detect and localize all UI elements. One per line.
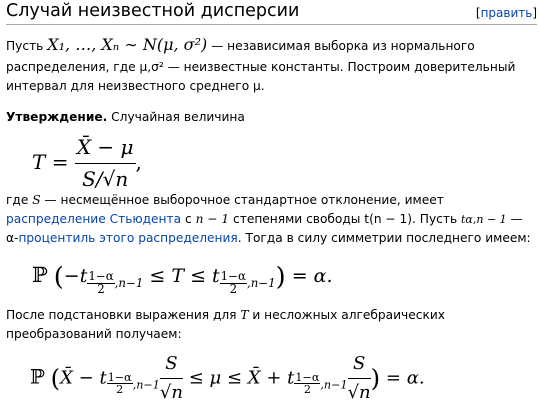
p2-S: S [32,193,41,207]
formula-P2-xbar2: X̄ [247,367,261,389]
edit-bracket-close: ] [532,6,537,20]
intro-text-a: Пусть [6,39,48,53]
formula-P2-frac1 [160,350,183,407]
formula-P2-le1: ≤ [188,367,204,389]
formula-P2-subfrac1-den: 2 [116,383,124,397]
claim-paragraph [6,108,534,127]
formula-P1-subfrac1-den: 2 [97,281,105,296]
formula-P2-frac2-num: S [348,350,371,379]
formula-P1-subfrac2-den: 2 [229,281,238,296]
formula-P2-prob: ℙ [30,365,45,389]
formula-P2-xbar1: X̄ [60,367,73,389]
student-paragraph [6,191,534,248]
formula-T-denominator: S/√n [82,167,129,191]
edit-bracket-open: [ [475,6,481,20]
formula-P2 [30,350,425,407]
formula-T-lhs: T [32,150,46,174]
student-distribution-link[interactable]: распределение Стьюдента [6,211,182,226]
formula-T-fraction [75,132,136,195]
edit-section [476,4,537,23]
p2-text-d: степенями свободы t(n − 1). Пусть [229,211,462,226]
formula-P1-t: t [212,264,220,287]
formula-P1-sub1: ,n−1 [114,276,144,291]
substitution-paragraph [6,306,534,344]
formula-P2-close: ) [370,363,381,393]
formula-P2-plus: + [266,367,282,389]
p3-T: T [240,308,249,322]
formula-P2-open: ( [50,363,61,393]
p2-text-c: с [181,211,196,226]
formula-P1-close: ) [275,262,286,292]
formula-T [32,132,142,195]
formula-P1-alpha: α. [313,264,333,287]
formula-P2-sub1: ,n−1 [132,378,160,392]
formula-P2-subfrac1 [107,372,133,395]
intro-text-b: — независимая выборка из нормального распределения, где μ,σ² — неизвестные константы. Построим доверительный интервал для неизвестного среднего μ. [6,39,516,93]
sample-formula: X₁, …, Xₙ ∼ N(μ, σ²) [47,35,208,54]
formula-T-comma: , [135,150,142,174]
formula-T-eq: = [51,150,69,174]
intro-paragraph [6,33,534,96]
formula-P1-eq: = [291,264,308,287]
formula-P2-frac1-den: √n [159,381,183,403]
formula-P1-T: T [171,264,185,287]
p3-text-b: и несложных алгебраических преобразований получаем: [6,308,445,341]
p2-text-b: — несмещённое выборочное стандартное отклонение, имеет [40,193,444,207]
formula-P1-subfrac2 [220,268,247,296]
formula-P1-subfrac2-num: 1−α [220,268,246,283]
formula-P1-subfrac1-num: 1−α [88,268,114,283]
formula-P2-mu: μ [209,367,222,389]
formula-P2-le2: ≤ [226,367,243,389]
formula-P1-le2: ≤ [190,264,206,287]
formula-P1-subfrac1 [87,268,114,296]
formula-P2-eq: = [385,367,401,389]
formula-P1 [32,258,333,298]
formula-P1-prob: ℙ [32,262,48,287]
formula-P2-subfrac2-den: 2 [303,383,311,397]
formula-P2-frac2 [348,350,371,407]
p2-t-alpha: tα,n − 1 [461,212,507,226]
claim-label: Утверждение. [6,110,108,124]
p2-n-minus-1: n − 1 [195,211,230,226]
percentile-link[interactable]: процентиль этого распределения [18,230,238,245]
section-title: Случай неизвестной дисперсии [6,1,300,21]
formula-P1-sub2: ,n−1 [246,276,276,291]
formula-P2-frac2-den: √n [347,381,371,403]
formula-P2-minus: − [78,367,94,389]
formula-P2-sub2: ,n−1 [320,378,348,392]
formula-T-numerator: X̄ − μ [75,132,136,164]
formula-P2-frac1-num: S [160,350,183,379]
formula-P1-minus-t: −t [63,264,88,287]
formula-P2-t2: t [287,367,295,389]
formula-P2-subfrac2 [294,372,320,395]
p3-text-a: После подстановки выражения для [6,308,241,322]
formula-P2-t1: t [99,367,107,389]
edit-link[interactable]: править [480,6,533,20]
formula-P2-subfrac2-num: 1−α [295,371,320,385]
formula-P1-le1: ≤ [149,264,166,287]
formula-P2-subfrac1-num: 1−α [107,371,132,385]
p2-text-e: — α- [6,211,523,245]
section-header [6,0,537,25]
p2-text-f: . Тогда в силу симметрии последнего имеем: [237,230,531,245]
claim-text: Случайная величина [107,110,245,124]
formula-P1-open: ( [53,262,64,292]
p2-text-a: где [6,193,33,207]
formula-P2-alpha: α. [406,367,425,389]
